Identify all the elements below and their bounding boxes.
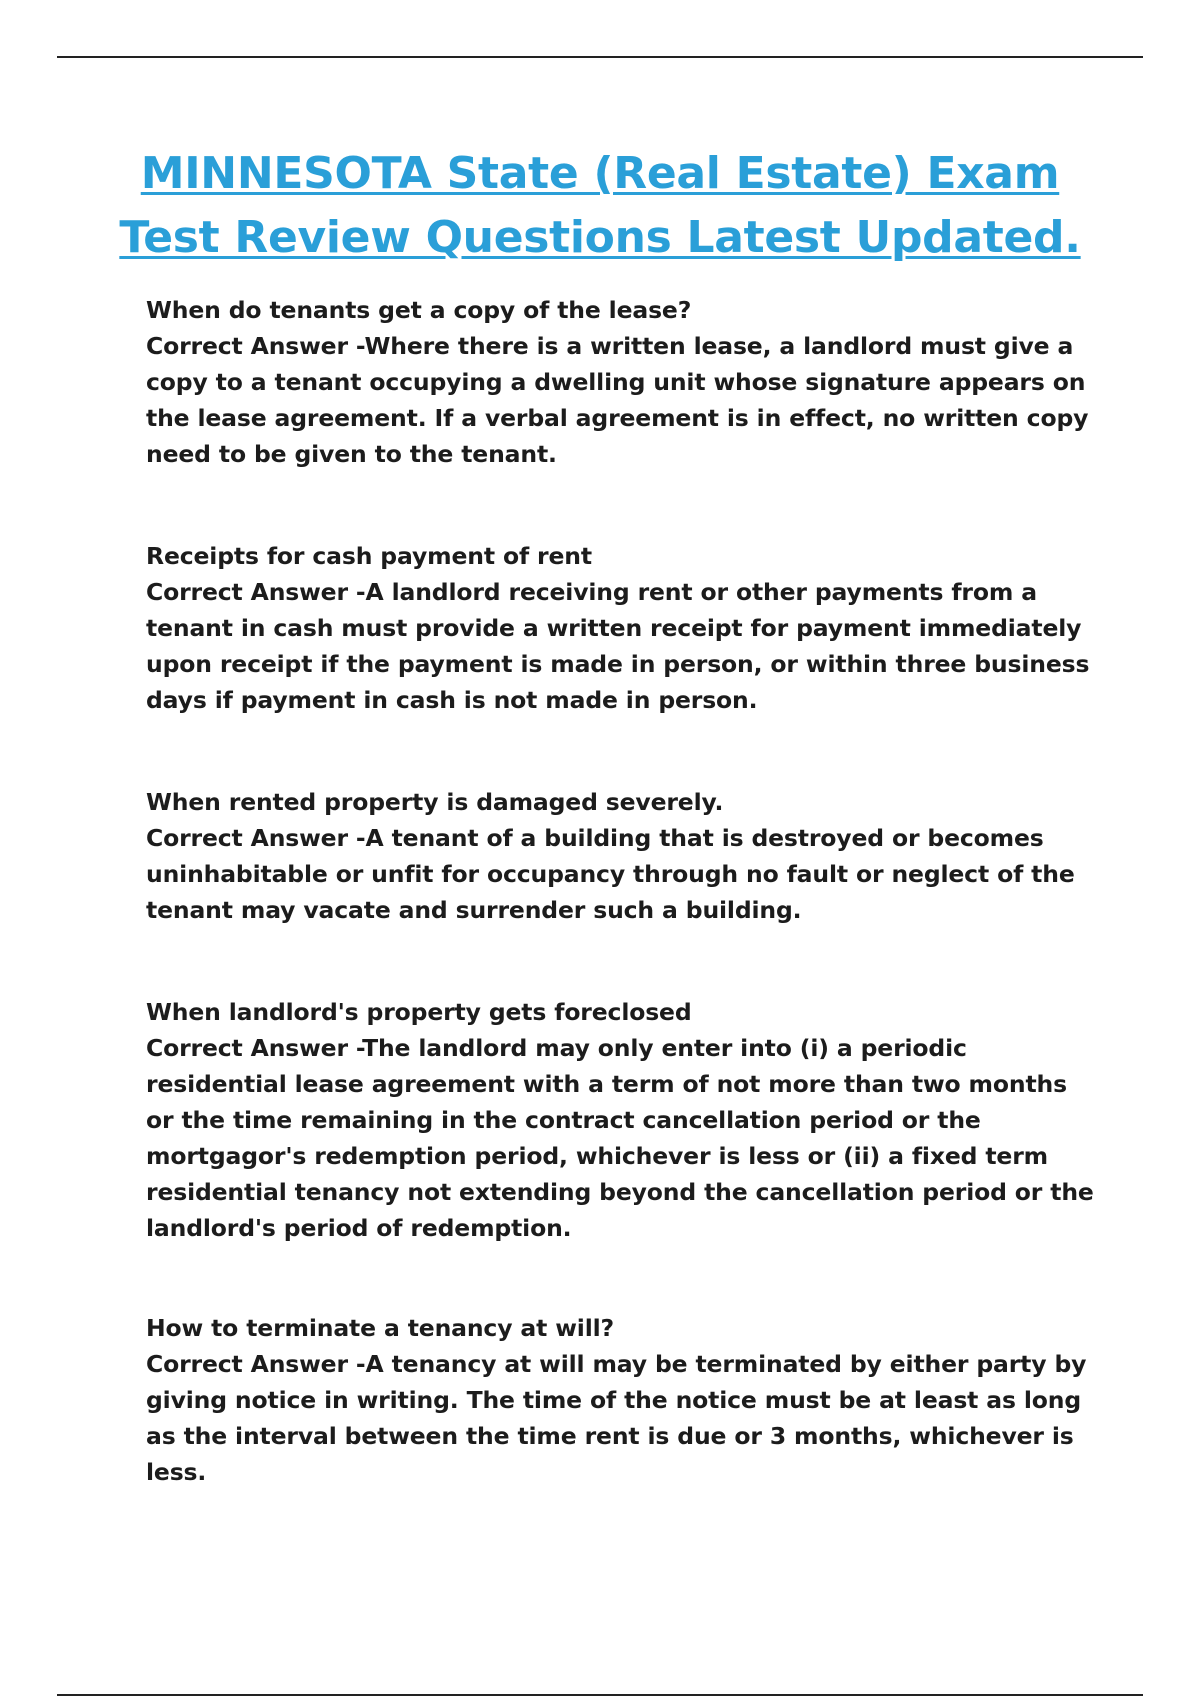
bottom-divider <box>57 1694 1143 1696</box>
top-divider <box>57 56 1143 58</box>
question-5: How to terminate a tenancy at will? <box>146 1314 614 1342</box>
document-title <box>100 142 1100 270</box>
answer-5: Correct Answer -A tenancy at will may be terminated by either party by giving notice in writing. The time of the notice must be at least as long as the interval between the time rent is due or 3 months, whichever is less. <box>146 1350 1087 1486</box>
answer-2: Correct Answer -A landlord receiving rent or other payments from a tenant in cash must provide a written receipt for payment immediately upon receipt if the payment is made in person, or within three business days if payment in cash is not made in person. <box>146 578 1090 714</box>
qa-item-3 <box>146 784 1096 928</box>
answer-3: Correct Answer -A tenant of a building that is destroyed or becomes uninhabitable or unfit for occupancy through no fault or neglect of the tenant may vacate and surrender such a building. <box>146 824 1075 924</box>
answer-1: Correct Answer -Where there is a written lease, a landlord must give a copy to a tenant occupying a dwelling unit whose signature appears on the lease agreement. If a verbal agreement is in effect, no written copy need to be given to the tenant. <box>146 332 1089 468</box>
answer-4: Correct Answer -The landlord may only enter into (i) a periodic residential lease agreement with a term of not more than two months or the time remaining in the contract cancellation period or the mortgagor's redemption period, whichever is less or (ii) a fixed term residential tenancy not extending beyond the cancellation period or the landlord's period of redemption. <box>146 1034 1094 1242</box>
qa-item-2 <box>146 538 1096 718</box>
title-line-1: MINNESOTA State (Real Estate) Exam <box>140 148 1060 199</box>
qa-item-1 <box>146 292 1096 472</box>
qa-item-4 <box>146 994 1096 1246</box>
question-4: When landlord's property gets foreclosed <box>146 998 692 1026</box>
qa-item-5 <box>146 1310 1096 1490</box>
title-line-2: Test Review Questions Latest Updated. <box>119 212 1081 263</box>
question-3: When rented property is damaged severely. <box>146 788 724 816</box>
question-1: When do tenants get a copy of the lease? <box>146 296 692 324</box>
question-2: Receipts for cash payment of rent <box>146 542 592 570</box>
